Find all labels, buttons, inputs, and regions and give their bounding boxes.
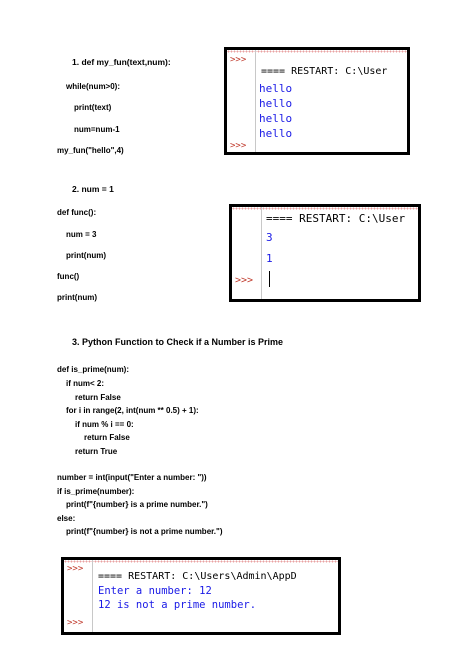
shell-output-line: 12 is not a prime number. — [98, 599, 257, 611]
code-line: print(f"{number} is not a prime number.") — [66, 527, 223, 536]
shell-gutter — [227, 50, 256, 152]
code-line: num = 3 — [66, 230, 97, 239]
code-line: while(num>0): — [66, 82, 121, 91]
section1-heading: 1. def my_fun(text,num): — [72, 57, 171, 67]
shell-output-line: Enter a number: 12 — [98, 585, 212, 597]
shell-output-line: hello — [259, 82, 293, 95]
code-line: if num % i == 0: — [75, 420, 134, 429]
shell-output-line: 3 — [266, 231, 273, 244]
code-line: if is_prime(number): — [57, 487, 135, 496]
python-shell-output-2 — [229, 204, 421, 302]
code-line: def is_prime(num): — [57, 365, 130, 374]
code-line: print(num) — [66, 251, 106, 260]
text-cursor — [269, 271, 270, 287]
code-line: number = int(input("Enter a number: ")) — [57, 473, 207, 482]
code-line: if num< 2: — [66, 379, 105, 388]
shell-output-line: hello — [259, 97, 293, 110]
shell-prompt: >>> — [235, 275, 254, 286]
section2-heading: 2. num = 1 — [72, 184, 114, 194]
shell-prompt: >>> — [230, 55, 247, 65]
code-line: print(num) — [57, 293, 97, 302]
restart-line: ==== RESTART: C:\User — [261, 66, 388, 77]
shell-prompt: >>> — [230, 141, 247, 151]
shell-prompt: >>> — [67, 564, 84, 574]
restart-line: ==== RESTART: C:\User — [266, 212, 406, 225]
code-line: for i in range(2, int(num ** 0.5) + 1): — [66, 406, 199, 415]
code-line: func() — [57, 272, 80, 281]
shell-prompt: >>> — [67, 618, 84, 628]
code-line: return False — [84, 433, 130, 442]
shell-output-line: hello — [259, 112, 293, 125]
restart-line: ==== RESTART: C:\Users\Admin\AppD — [98, 571, 297, 582]
code-line: return False — [75, 393, 121, 402]
code-line: print(f"{number} is a prime number.") — [66, 500, 208, 509]
code-line: my_fun("hello",4) — [57, 146, 124, 155]
shell-output-line: hello — [259, 127, 293, 140]
code-line: num=num-1 — [74, 125, 120, 134]
code-line: print(text) — [74, 103, 112, 112]
code-line: def func(): — [57, 208, 97, 217]
code-line: return True — [75, 447, 118, 456]
shell-output-line: 1 — [266, 252, 273, 265]
code-line: else: — [57, 514, 76, 523]
python-shell-output-3 — [61, 557, 341, 635]
python-shell-output-1 — [224, 47, 410, 155]
section3-heading: 3. Python Function to Check if a Number is Prime — [72, 337, 284, 347]
